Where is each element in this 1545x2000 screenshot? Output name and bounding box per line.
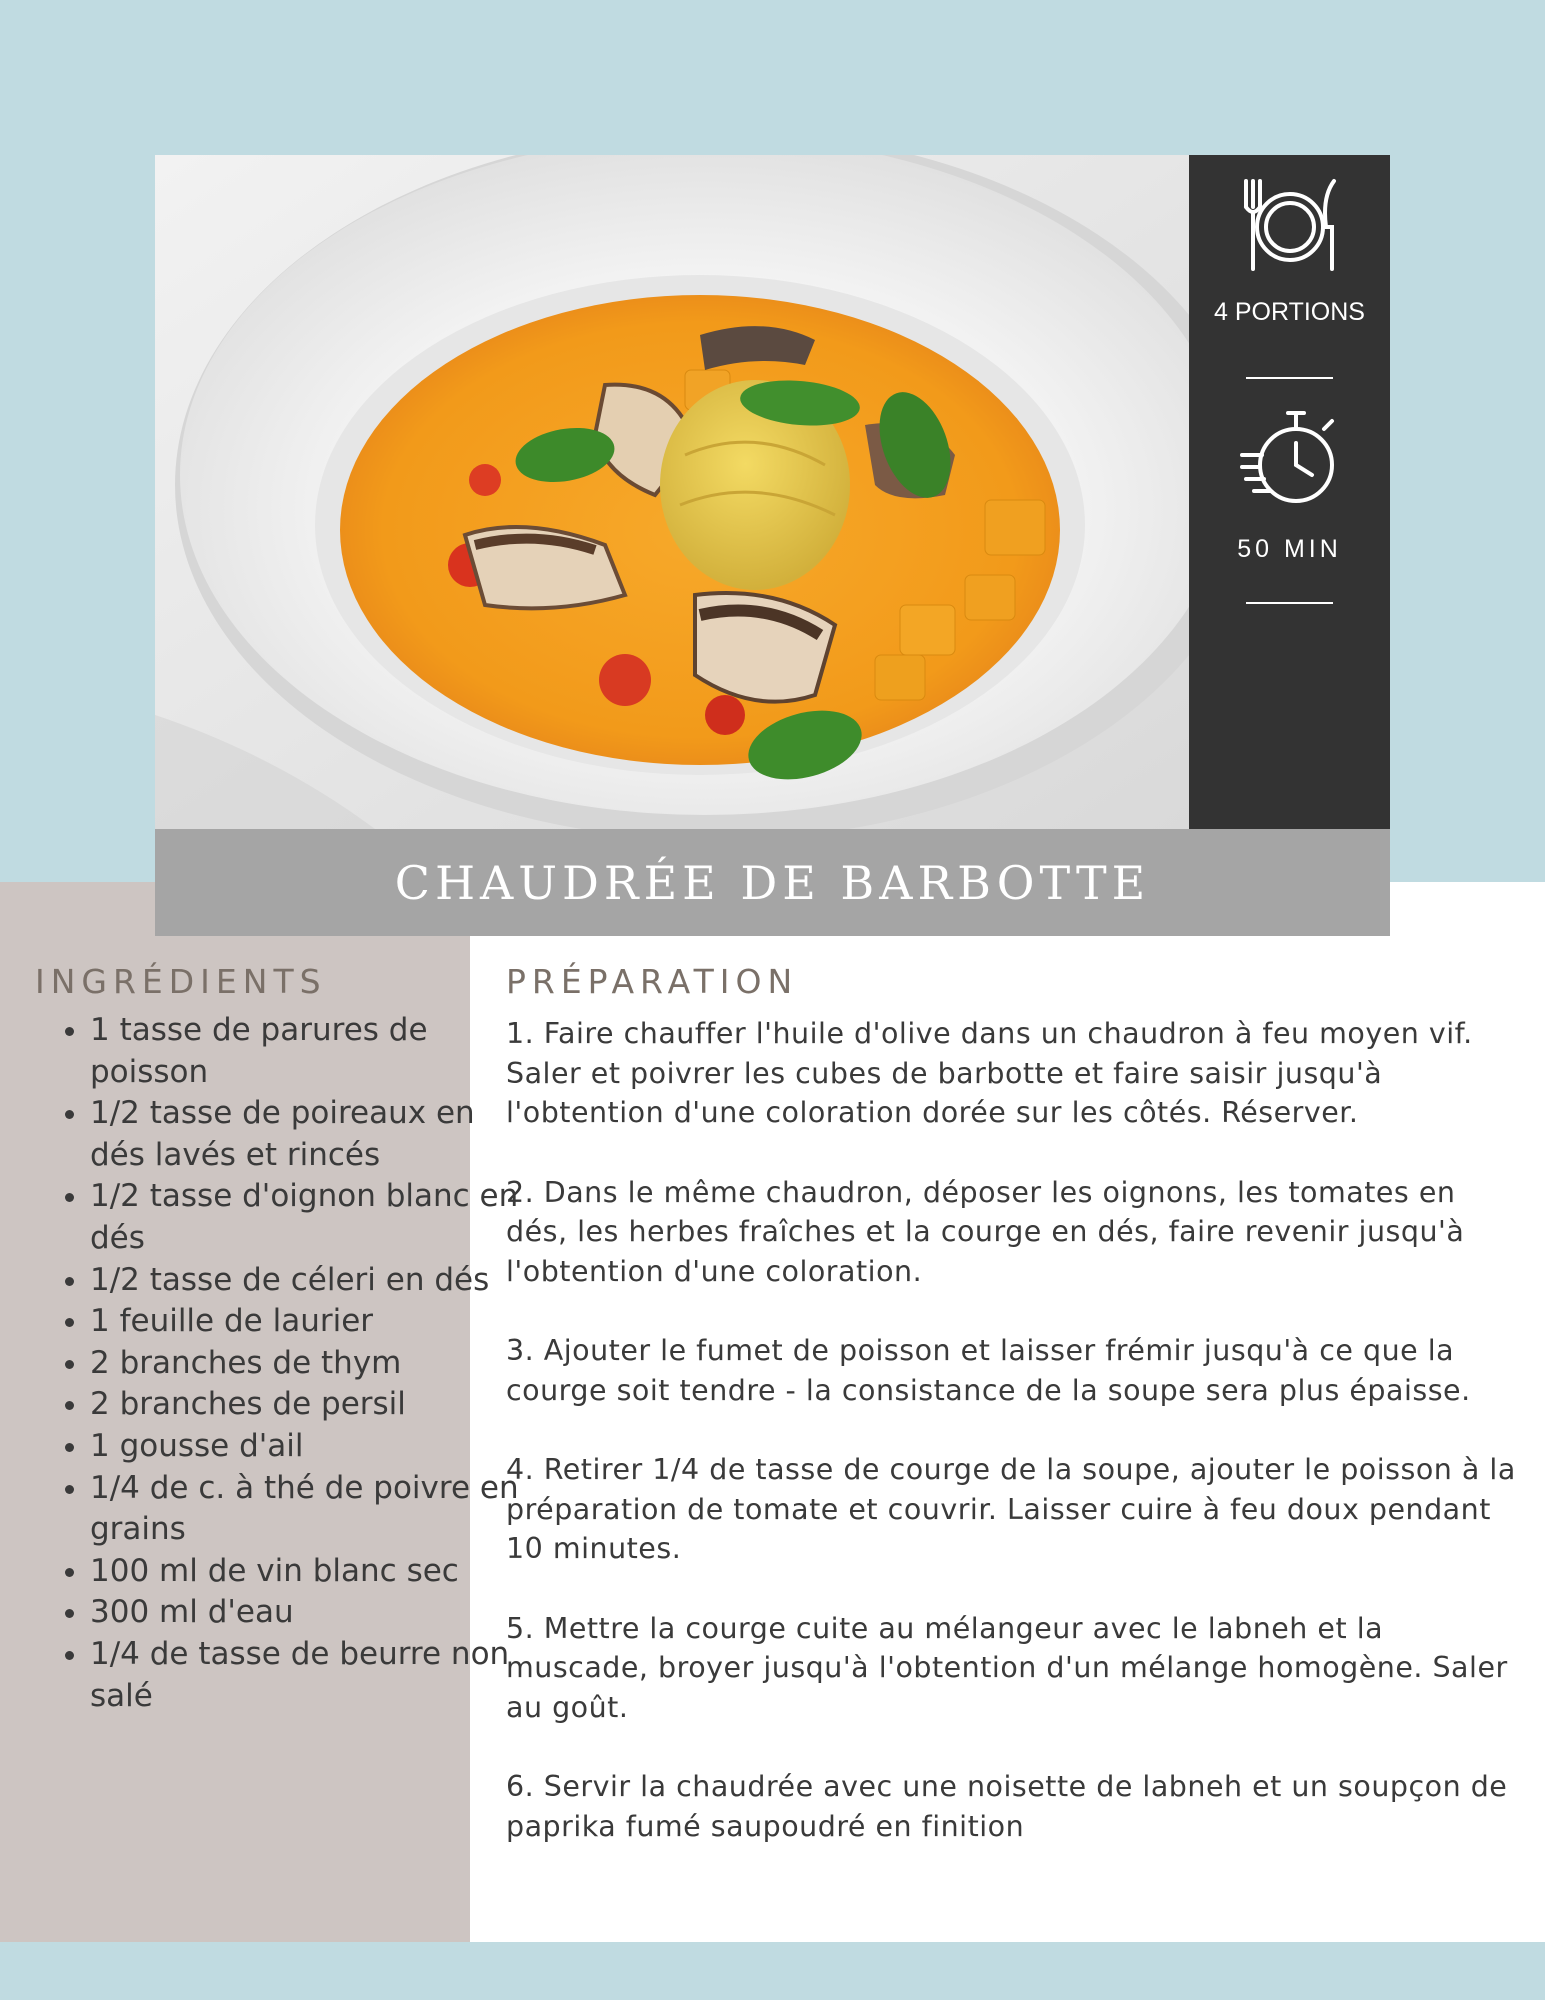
ingredients-heading: INGRÉDIENTS	[35, 962, 327, 1001]
preparation-heading: PRÉPARATION	[506, 962, 799, 1001]
list-item: • 1 feuille de laurier	[90, 1301, 520, 1343]
time-label: 50 MIN	[1237, 535, 1342, 563]
preparation-step: 6. Servir la chaudrée avec une noisette de labneh et un soupçon de paprika fumé saupoudré en finition	[506, 1770, 1508, 1843]
divider	[1246, 602, 1333, 604]
preparation-step: 3. Ajouter le fumet de poisson et laisser frémir jusqu'à ce que la courge soit tendre - la consistance de la soupe sera plus épaisse.	[506, 1334, 1471, 1407]
list-item: • 300 ml d'eau	[90, 1592, 520, 1634]
list-item: • 1 tasse de parures de poisson	[90, 1010, 520, 1093]
divider	[1246, 377, 1333, 379]
list-item: • 100 ml de vin blanc sec	[90, 1551, 520, 1593]
info-sidebar	[1189, 155, 1390, 829]
preparation-steps	[506, 1014, 1516, 1886]
list-item: • 1/4 de c. à thé de poivre en grains	[90, 1468, 520, 1551]
preparation-step: 4. Retirer 1/4 de tasse de courge de la soupe, ajouter le poisson à la préparation de tomate et couvrir. Laisser cuire à feu doux pendant 10 minutes.	[506, 1453, 1516, 1565]
list-item: • 1 gousse d'ail	[90, 1426, 520, 1468]
preparation-step: 1. Faire chauffer l'huile d'olive dans un chaudron à feu moyen vif. Saler et poivrer les cubes de barbotte et faire saisir jusqu'à l'obtention d'une coloration dorée sur les côtés. Réserver.	[506, 1017, 1473, 1129]
list-item: • 1/4 de tasse de beurre non salé	[90, 1634, 520, 1717]
recipe-title: CHAUDRÉE DE BARBOTTE	[394, 855, 1151, 910]
list-item: • 2 branches de persil	[90, 1384, 520, 1426]
recipe-title-band	[155, 829, 1390, 936]
preparation-step: 2. Dans le même chaudron, déposer les oignons, les tomates en dés, les herbes fraîches et la courge en dés, faire revenir jusqu'à l'obtention d'une coloration.	[506, 1175, 1465, 1288]
list-item: • 1/2 tasse d'oignon blanc en dés	[90, 1176, 520, 1259]
portions-label: 4 PORTIONS	[1214, 298, 1365, 326]
plate-cutlery-icon	[1238, 177, 1342, 279]
dish-photo	[155, 155, 1189, 829]
stopwatch-icon	[1240, 405, 1340, 513]
ingredients-list	[40, 1010, 520, 1717]
bottom-background	[0, 1942, 1545, 2000]
list-item: • 2 branches de thym	[90, 1343, 520, 1385]
list-item: • 1/2 tasse de céleri en dés	[90, 1260, 520, 1302]
list-item: • 1/2 tasse de poireaux en dés lavés et rincés	[90, 1093, 520, 1176]
preparation-step: 5. Mettre la courge cuite au mélangeur avec le labneh et la muscade, broyer jusqu'à l'obtention d'un mélange homogène. Saler au goût.	[506, 1611, 1508, 1724]
